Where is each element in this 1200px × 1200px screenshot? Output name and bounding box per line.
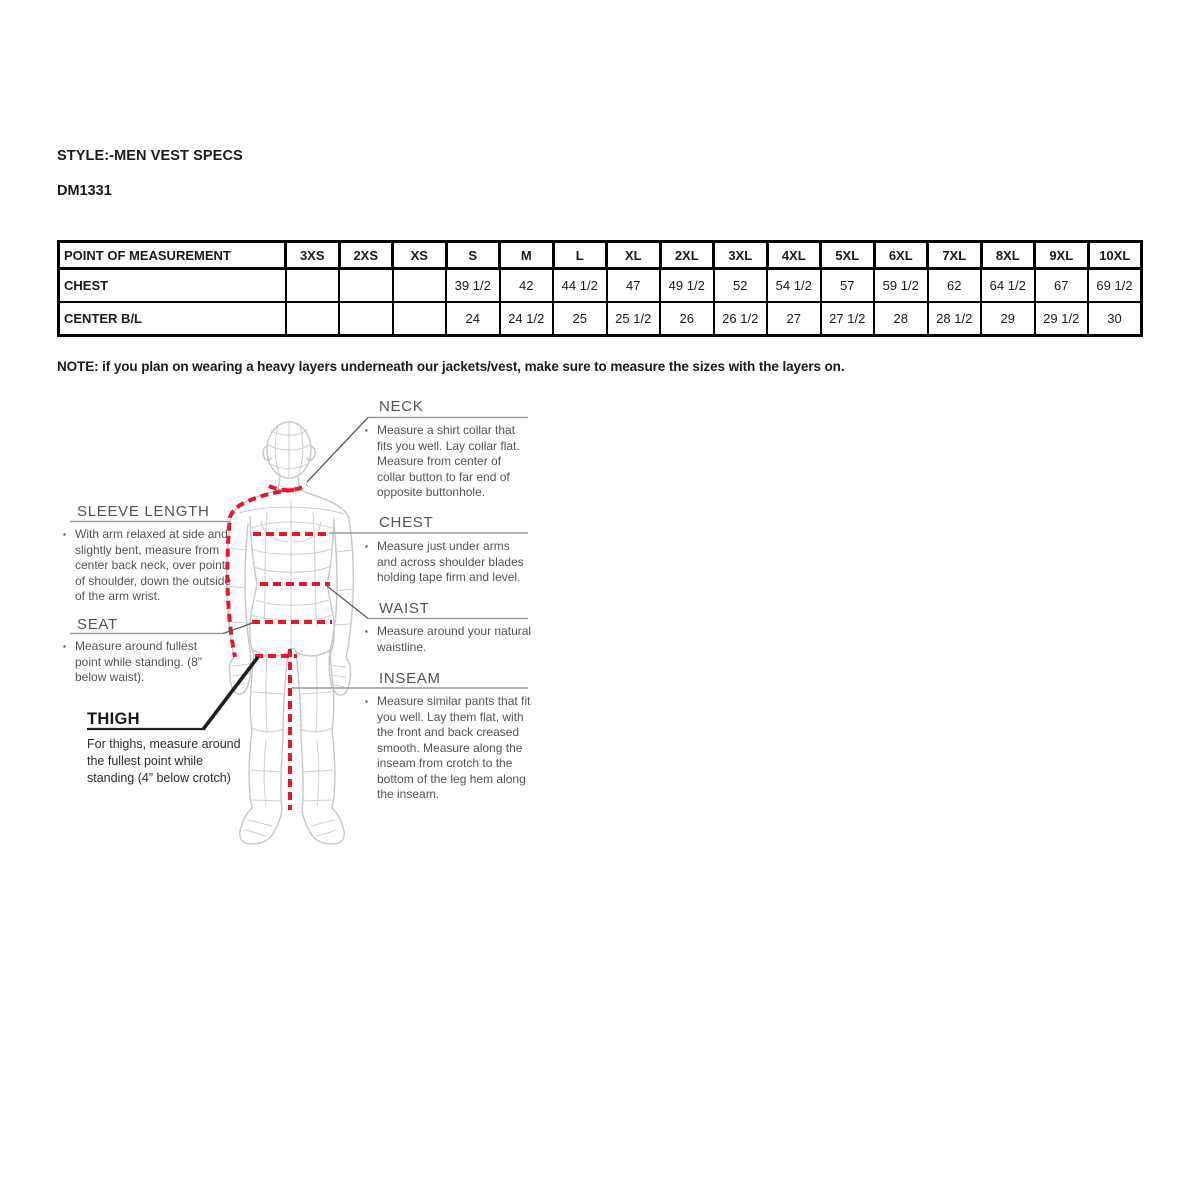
size-value-cell: 69 1/2 — [1088, 269, 1142, 303]
neck-measure-line — [269, 485, 307, 490]
size-value-cell: 42 — [500, 269, 554, 303]
size-value-cell: 54 1/2 — [767, 269, 821, 303]
size-value-cell — [339, 269, 393, 303]
size-table-row — [59, 302, 1142, 336]
size-value-cell: 59 1/2 — [874, 269, 928, 303]
size-value-cell: 27 1/2 — [821, 302, 875, 336]
guide-waist-title: WAIST — [379, 600, 430, 617]
size-value-cell: 24 — [446, 302, 500, 336]
guide-inseam-title: INSEAM — [379, 670, 441, 687]
size-value-cell: 25 — [553, 302, 607, 336]
sleeve-measure-line — [227, 490, 294, 657]
guide-waist-description: ▪ Measure around your natural waistline. — [365, 624, 532, 654]
size-value-cell: 26 — [660, 302, 714, 336]
size-value-cell: 62 — [928, 269, 982, 303]
size-value-cell: 29 1/2 — [1035, 302, 1089, 336]
style-title: STYLE:-MEN VEST SPECS — [57, 148, 243, 164]
size-value-cell — [286, 269, 340, 303]
size-value-cell: 28 1/2 — [928, 302, 982, 336]
bullet-square-icon: ▪ — [63, 530, 66, 539]
bullet-square-icon: ▪ — [365, 627, 368, 636]
size-value-cell: 67 — [1035, 269, 1089, 303]
guide-neck-title: NECK — [379, 398, 424, 415]
size-value-cell: 27 — [767, 302, 821, 336]
column-header-size: L — [553, 242, 607, 269]
bullet-square-icon: ▪ — [365, 697, 368, 706]
bullet-square-icon: ▪ — [365, 426, 368, 435]
guide-chest-title: CHEST — [379, 514, 434, 531]
column-header-measurement: POINT OF MEASUREMENT — [59, 242, 286, 269]
size-table-header-row — [59, 242, 1142, 269]
column-header-size: S — [446, 242, 500, 269]
column-header-size: 9XL — [1035, 242, 1089, 269]
size-value-cell — [393, 302, 447, 336]
size-value-cell — [339, 302, 393, 336]
guide-neck-description: ▪ Measure a shirt collar that fits you well. Lay collar flat. Measure from center of collar button to far end of opposite buttonhole. — [365, 423, 520, 499]
note-text: NOTE: if you plan on wearing a heavy layers underneath our jackets/vest, make sure to measure the sizes with the layers on. — [57, 359, 845, 374]
size-value-cell: 64 1/2 — [981, 269, 1035, 303]
guide-thigh-title: THIGH — [87, 710, 140, 728]
guide-sleeve-length-description: ▪ With arm relaxed at side and slightly bent, measure from center back neck, over point of shoulder, down the outside of the arm wrist. — [63, 527, 232, 603]
guide-chest-description: ▪ Measure just under arms and across shoulder blades holding tape firm and level. — [365, 539, 524, 584]
style-code: DM1331 — [57, 183, 112, 199]
column-header-size: XL — [607, 242, 661, 269]
column-header-size: 3XL — [714, 242, 768, 269]
column-header-size: 3XS — [286, 242, 340, 269]
size-value-cell: 44 1/2 — [553, 269, 607, 303]
size-value-cell — [286, 302, 340, 336]
size-table-body — [59, 269, 1142, 336]
column-header-size: 7XL — [928, 242, 982, 269]
size-value-cell: 49 1/2 — [660, 269, 714, 303]
guide-seat-title: SEAT — [77, 616, 118, 633]
size-value-cell: 52 — [714, 269, 768, 303]
column-header-size: M — [500, 242, 554, 269]
bullet-square-icon: ▪ — [63, 642, 66, 651]
row-label: CHEST — [59, 269, 286, 303]
column-header-size: XS — [393, 242, 447, 269]
size-value-cell: 29 — [981, 302, 1035, 336]
column-header-size: 2XL — [660, 242, 714, 269]
size-value-cell: 47 — [607, 269, 661, 303]
size-value-cell: 39 1/2 — [446, 269, 500, 303]
size-value-cell: 30 — [1088, 302, 1142, 336]
guide-inseam-description: ▪ Measure similar pants that fit you well. Lay them flat, with the front and back creased smooth. Measure along the inseam from crotch to the bottom of the leg hem along the inseam. — [365, 694, 531, 801]
column-header-size: 2XS — [339, 242, 393, 269]
size-value-cell: 57 — [821, 269, 875, 303]
column-header-size: 5XL — [821, 242, 875, 269]
guide-seat-description: ▪ Measure around fullest point while standing. (8" below waist). — [63, 639, 203, 684]
row-label: CENTER B/L — [59, 302, 286, 336]
size-value-cell: 24 1/2 — [500, 302, 554, 336]
size-value-cell: 28 — [874, 302, 928, 336]
size-value-cell: 25 1/2 — [607, 302, 661, 336]
column-header-size: 8XL — [981, 242, 1035, 269]
bullet-square-icon: ▪ — [365, 542, 368, 551]
column-header-size: 4XL — [767, 242, 821, 269]
size-value-cell: 26 1/2 — [714, 302, 768, 336]
guide-sleeve-length-title: SLEEVE LENGTH — [77, 503, 210, 520]
column-header-size: 6XL — [874, 242, 928, 269]
column-header-size: 10XL — [1088, 242, 1142, 269]
guide-thigh-description: For thighs, measure around the fullest point while standing (4” below crotch) — [87, 737, 241, 785]
size-chart-table — [57, 240, 1143, 337]
size-value-cell — [393, 269, 447, 303]
size-table-row — [59, 269, 1142, 303]
